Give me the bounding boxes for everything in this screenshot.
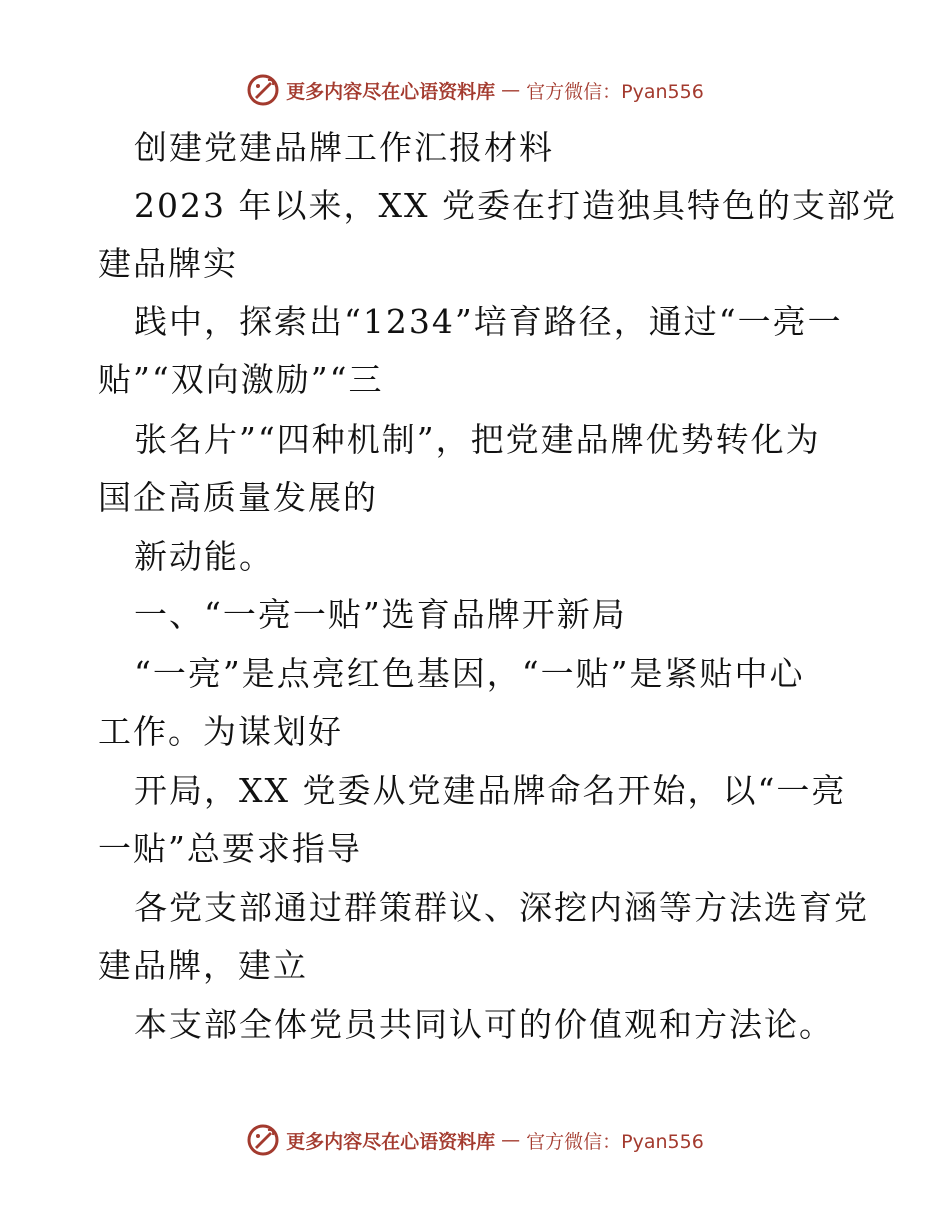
quill-logo-icon xyxy=(246,73,280,107)
footer-banner xyxy=(0,1120,950,1160)
banner-wechat-text: 官方微信：Pyan556 xyxy=(526,80,704,103)
doc-line: 践中，探索出“1234”培育路径，通过“一亮一 xyxy=(134,302,843,341)
doc-line: 2023 年以来，XX 党委在打造独具特色的支部党 xyxy=(134,186,897,225)
banner-site-text: 更多内容尽在心语资料库 xyxy=(286,80,496,103)
doc-line: 工作。为谋划好 xyxy=(98,712,343,751)
doc-line: 贴”“双向激励”“三 xyxy=(98,360,384,399)
header-banner xyxy=(0,70,950,110)
doc-line: 一贴”总要求指导 xyxy=(98,829,362,868)
doc-line: 新动能。 xyxy=(134,537,274,576)
banner-wechat-text: 官方微信：Pyan556 xyxy=(526,1130,704,1153)
doc-line: 建品牌，建立 xyxy=(98,946,308,985)
doc-line: 开局，XX 党委从党建品牌命名开始，以“一亮 xyxy=(134,771,847,810)
doc-line: 张名片”“四种机制”，把党建品牌优势转化为 xyxy=(134,420,821,459)
banner-separator: — xyxy=(501,1129,521,1151)
doc-line: 国企高质量发展的 xyxy=(98,478,378,517)
doc-line: “一亮”是点亮红色基因，“一贴”是紧贴中心 xyxy=(134,654,805,693)
section-heading: 一、“一亮一贴”选育品牌开新局 xyxy=(134,595,627,634)
quill-logo-icon xyxy=(246,1123,280,1157)
doc-line: 各党支部通过群策群议、深挖内涵等方法选育党 xyxy=(134,888,869,927)
banner-site-text: 更多内容尽在心语资料库 xyxy=(286,1130,496,1153)
doc-title: 创建党建品牌工作汇报材料 xyxy=(134,128,554,167)
banner-separator: — xyxy=(501,79,521,101)
doc-line: 本支部全体党员共同认可的价值观和方法论。 xyxy=(134,1005,834,1044)
doc-line: 建品牌实 xyxy=(98,244,238,283)
